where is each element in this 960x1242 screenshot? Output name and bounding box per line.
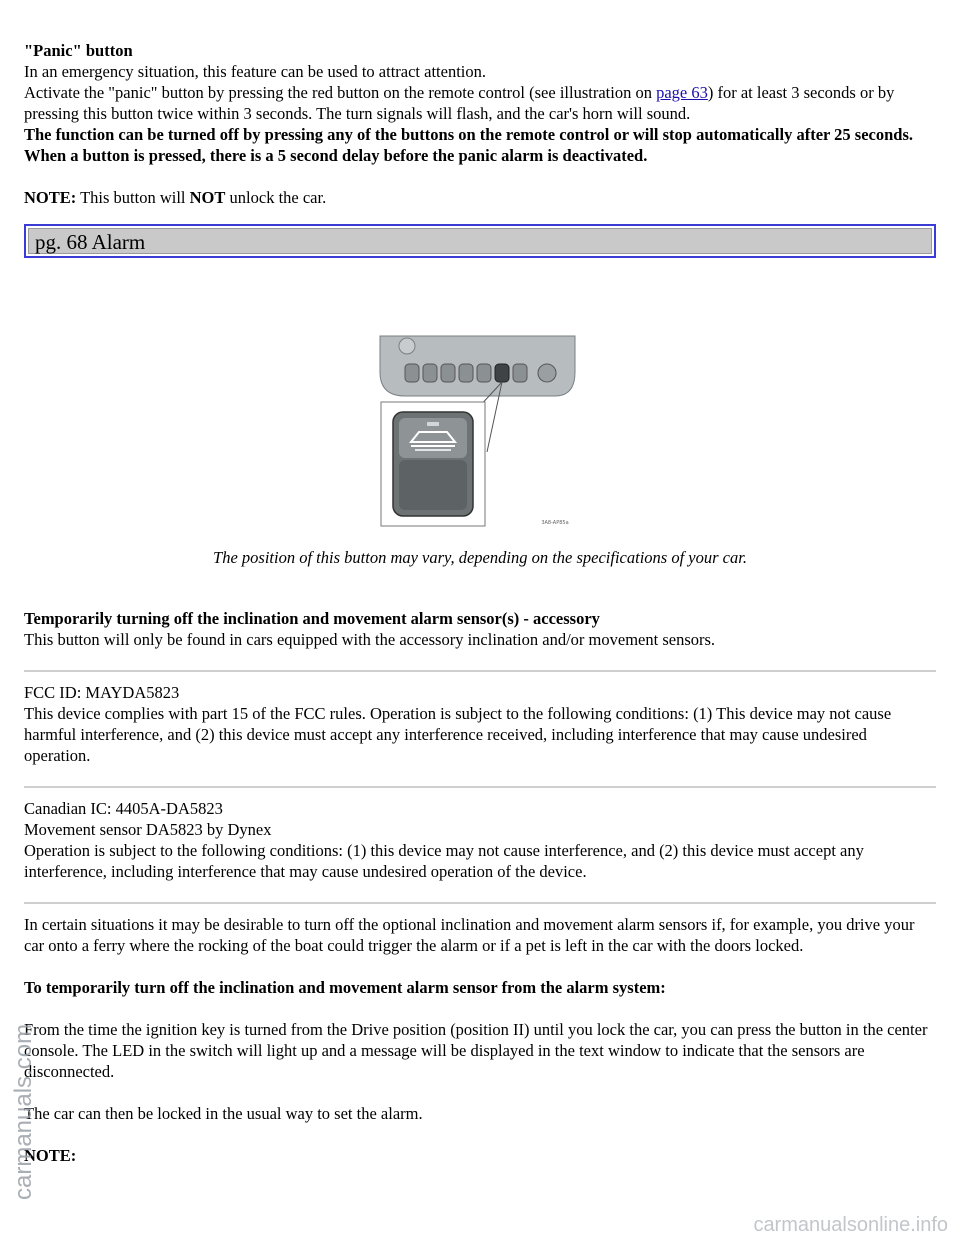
howto-heading: To temporarily turn off the inclination and movement alarm sensor from the alarm system:: [24, 978, 666, 997]
situations-text: In certain situations it may be desirable to turn off the optional inclination and movement alarm sensors if, for example, you drive your car onto a ferry where the rocking of the boat could trigger the alarm or if a pet is left in the car with the doors locked.: [24, 915, 915, 955]
console-button-illustration: [375, 334, 585, 529]
divider: [24, 670, 936, 672]
bottom-watermark: carmanualsonline.info: [753, 1214, 948, 1236]
panic-bold-text: The function can be turned off by pressing any of the buttons on the remote control or will stop automatically after 25 seconds. When a button is pressed, there is a 5 second delay before the panic alarm is deactivated.: [24, 125, 914, 165]
canada-sensor: Movement sensor DA5823 by Dynex: [24, 820, 272, 839]
console-button-figure: [24, 334, 936, 568]
canada-id: Canadian IC: 4405A-DA5823: [24, 799, 223, 818]
panic-note: NOTE: This button will NOT unlock the car.: [24, 188, 327, 207]
fcc-text: This device complies with part 15 of the FCC rules. Operation is subject to the following conditions: (1) This device may not cause harmful interference, and (2) this device must accept any interference received, including interference that may cause undesired operation.: [24, 704, 892, 765]
side-watermark: carmanuals.com: [10, 1023, 37, 1200]
figure-code: 3A8-AP85a: [541, 520, 569, 526]
page-63-link[interactable]: page 63: [656, 83, 708, 102]
panic-heading: "Panic" button: [24, 41, 133, 60]
sensor-heading: Temporarily turning off the inclination and movement alarm sensor(s) - accessory: [24, 609, 600, 628]
manual-page: [24, 40, 936, 1166]
locked-text: The car can then be locked in the usual way to set the alarm.: [24, 1104, 423, 1123]
howto-text: From the time the ignition key is turned from the Drive position (position II) until you lock the car, you can press the button in the center console. The LED in the switch will light up and a message will be displayed in the text window to indicate that the sensors are disconnected.: [24, 1020, 928, 1081]
panic-intro: In an emergency situation, this feature can be used to attract attention.: [24, 62, 486, 81]
canada-text: Operation is subject to the following conditions: (1) this device may not cause interference, and (2) this device must accept any interference, including interference that may cause undesired operation of the device.: [24, 841, 864, 881]
final-note: NOTE:: [24, 1146, 77, 1165]
sensor-text: This button will only be found in cars equipped with the accessory inclination and/or movement sensors.: [24, 630, 716, 649]
section-header: [24, 224, 936, 258]
divider: [24, 902, 936, 904]
fcc-id: FCC ID: MAYDA5823: [24, 683, 180, 702]
figure-caption: The position of this button may vary, depending on the specifications of your car.: [213, 548, 747, 567]
panic-activate: Activate the "panic" button by pressing the red button on the remote control (see illustration on page 63) for at least 3 seconds or by pressing this button twice within 3 seconds. The turn signals will flash, and the car's horn will sound.: [24, 83, 895, 123]
divider: [24, 786, 936, 788]
section-title: pg. 68 Alarm: [28, 228, 932, 254]
